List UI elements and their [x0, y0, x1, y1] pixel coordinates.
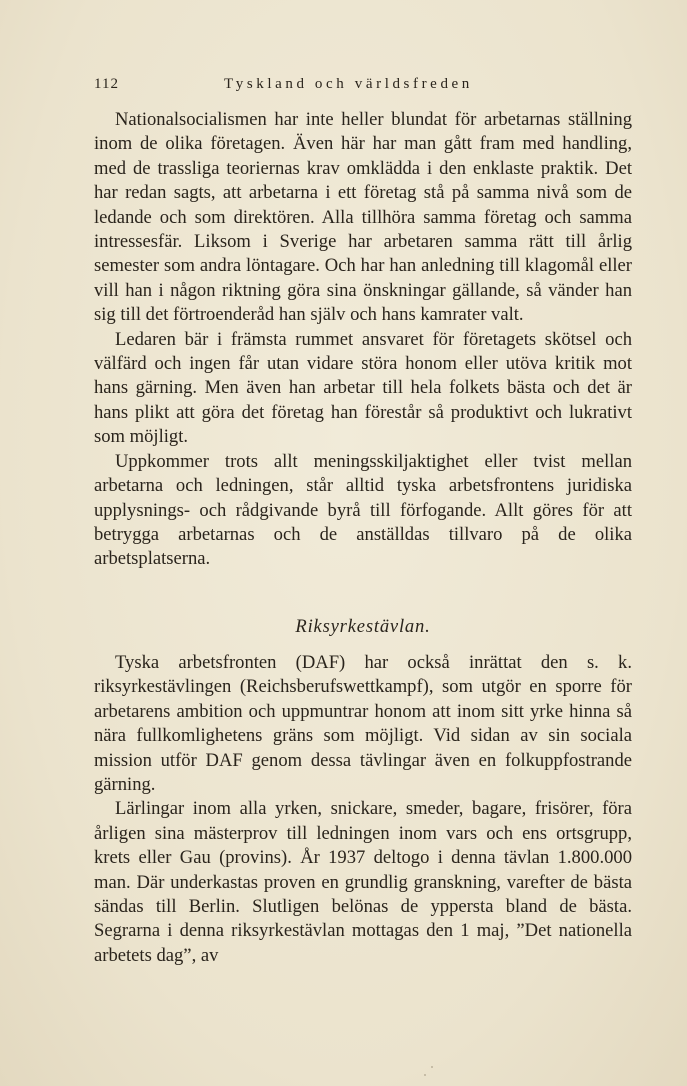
- page-number: 112: [94, 76, 119, 92]
- paragraph: Lärlingar inom alla yrken, snickare, smeder, bagare, frisörer, föra årligen sina mästerprov till ledningen inom vars och ens ortsgrupp, krets eller Gau (provins). År 1937 deltogo i denna tävlan 1.800.000 man. Där underkastas proven en grundlig granskning, varefter de bästa sändas till Berlin. Slutligen belönas de yppersta bland de bästa. Segrarna i denna riksyrkestävlan mottagas den 1 maj, ”Det nationella arbetets dag”, av: [94, 798, 632, 966]
- running-title: Tyskland och världsfreden: [224, 76, 473, 92]
- paragraph: Ledaren bär i främsta rummet ansvaret för företagets skötsel och välfärd och ingen får utan vidare störa honom eller utöva kritik mot hans gärning. Men även han arbetar till hela folkets bästa och det är hans plikt att göra det företag han förestår så produktivt och lukrativt som möjligt.: [94, 328, 632, 448]
- paragraph: Uppkommer trots allt meningsskiljaktighet eller tvist mellan arbetarna och ledningen, står alltid tyska arbetsfrontens juridiska upplysnings- och rådgivande byrå till förfogande. Allt göres för att betrygga arbetarnas och de anställdas tillvaro på de olika arbetsplatserna.: [94, 450, 632, 570]
- paper-speck: [431, 1066, 433, 1068]
- body-text-section-1: [94, 108, 632, 572]
- page-header: [94, 76, 634, 96]
- paragraph: Nationalsocialismen har inte heller blundat för arbetarnas ställning inom de olika företagen. Även här har man gått fram med handling, med de trassliga teoriernas krav omklädda i den enklaste praktik. Det har redan sagts, att arbetarna i ett företag stå på samma nivå som de ledande och som direktören. Alla tillhöra samma företag och samma intressesfär. Liksom i Sverige har arbetaren samma rätt till årlig semester som andra löntagare. Och har han anledning till klagomål eller vill han i någon riktning göra sina önskningar gällande, så vänder han sig till det förtroenderåd han själv och hans kamrater valt.: [94, 109, 632, 326]
- body-text-section-2: [94, 651, 632, 968]
- section-title: Riksyrkestävlan.: [295, 616, 431, 637]
- paragraph: Tyska arbetsfronten (DAF) har också inrättat den s. k. riksyrkestävlingen (Reichsberufswettkampf), som utgör en sporre för arbetarens ambition och uppmuntrar honom att inom sitt yrke hinna så nära fullkomlighetens gräns som möjligt. Vid sidan av sin sociala mission utför DAF genom dessa tävlingar även en folkuppfostrande gärning.: [94, 652, 632, 796]
- paper-speck: [424, 1074, 426, 1076]
